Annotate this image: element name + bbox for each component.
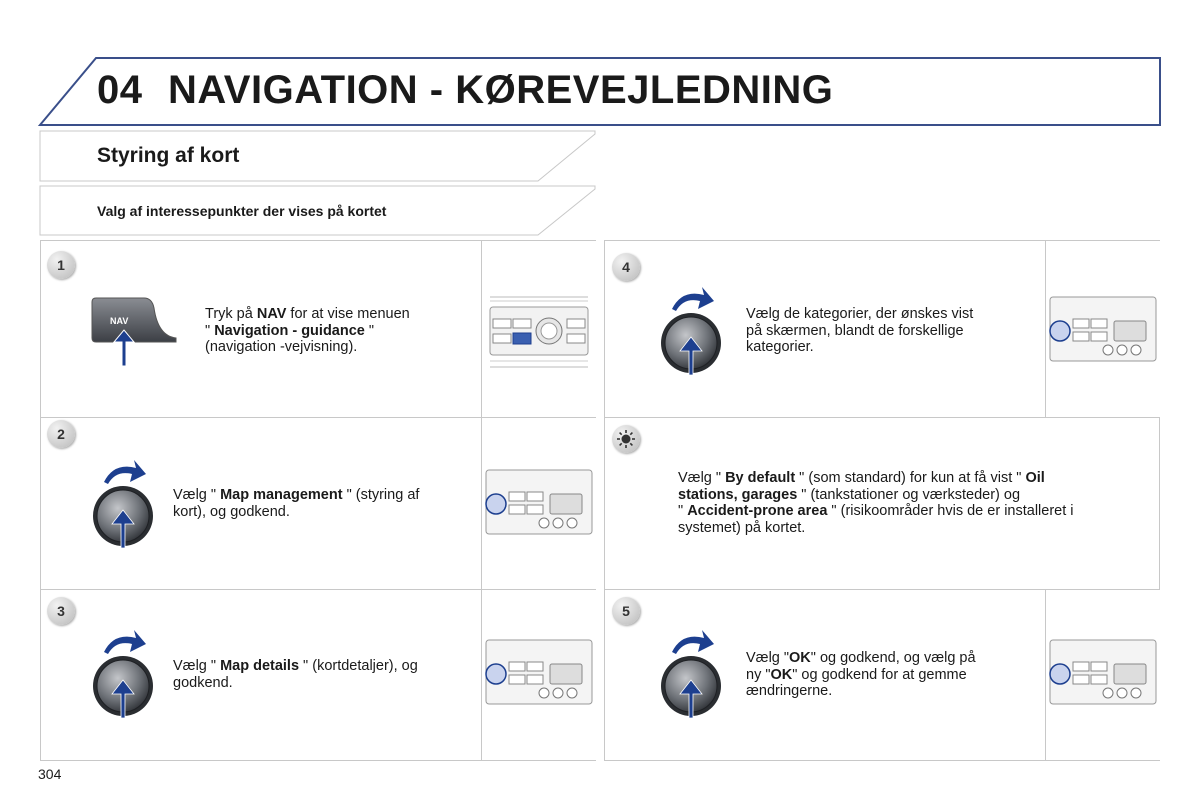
text-run: ændringerne. xyxy=(746,683,833,699)
text-run: " (risikoområder hvis de er installeret i xyxy=(827,503,1074,519)
text-run: på skærmen, blandt de forskellige xyxy=(746,322,964,339)
step-badge-3: 3 xyxy=(47,597,75,625)
text-run: " (som standard) for kun at få vist " xyxy=(795,470,1026,486)
radio-thumbnail xyxy=(1045,590,1160,760)
step-badge-1: 1 xyxy=(47,251,75,279)
text-run: " (tankstationer og værksteder) og xyxy=(797,486,1021,503)
text-run: ny " xyxy=(746,666,771,683)
bold-term: OK xyxy=(789,650,811,666)
step-badge-5: 5 xyxy=(612,597,640,625)
radio-unit-image xyxy=(482,590,597,760)
rotary-knob-icon xyxy=(88,456,158,552)
text-run: Vælg " xyxy=(746,650,790,666)
text-run: systemet) på kortet. xyxy=(678,519,806,536)
section-subtitle: Valg af interessepunkter der vises på kortet xyxy=(97,203,387,219)
text-run: " (kortdetaljer), og xyxy=(299,658,418,674)
text-run: godkend. xyxy=(173,674,233,691)
tip-text xyxy=(678,470,1123,536)
radio-unit-image xyxy=(1046,590,1161,760)
text-run: Vælg " xyxy=(678,470,726,486)
bold-term: NAV xyxy=(256,306,287,322)
radio-unit-image xyxy=(482,418,597,589)
radio-unit-image xyxy=(482,241,597,417)
step-text-2 xyxy=(173,487,463,520)
rotary-knob-icon xyxy=(656,283,726,379)
text-run: for at vise menuen xyxy=(286,306,410,322)
text-run: (navigation -vejvisning). xyxy=(205,339,358,355)
bold-term: Map details xyxy=(220,658,300,674)
radio-thumbnail xyxy=(481,418,596,589)
nav-button-icon xyxy=(88,296,180,368)
text-run: kort), og godkend. xyxy=(173,503,290,520)
text-run: " og godkend, og vælg på xyxy=(810,650,976,666)
text-run: Vælg " xyxy=(173,487,221,503)
step-text-1 xyxy=(205,306,465,356)
tip-sun-icon xyxy=(612,425,640,453)
rotary-knob-icon xyxy=(656,626,726,722)
step-badge-2: 2 xyxy=(47,420,75,448)
radio-thumbnail xyxy=(481,590,596,760)
step-badge-4: 4 xyxy=(612,253,640,281)
section-title: Styring af kort xyxy=(97,144,240,167)
nav-button-label: NAV xyxy=(110,316,129,326)
step-text-4 xyxy=(746,306,1036,356)
bold-term: Map management xyxy=(220,487,343,503)
text-run: " og godkend for at gemme xyxy=(792,666,967,683)
radio-unit-image xyxy=(1046,241,1161,417)
bold-term: OK xyxy=(770,666,793,683)
bold-term: Accident-prone area xyxy=(687,503,828,519)
bold-term: Oil xyxy=(1025,470,1045,486)
text-run: " (styring af xyxy=(342,487,420,503)
text-run: Vælg de kategorier, der ønskes vist xyxy=(746,306,974,322)
step-text-5 xyxy=(746,650,1036,700)
chapter-number: 04 xyxy=(97,68,143,112)
rotary-knob-icon xyxy=(88,626,158,722)
bold-term: stations, garages xyxy=(678,486,798,503)
text-run: " xyxy=(364,322,375,339)
bold-term: Navigation - guidance xyxy=(214,322,365,339)
bold-term: By default xyxy=(725,470,796,486)
radio-thumbnail xyxy=(481,241,596,417)
text-run: " xyxy=(678,503,688,519)
radio-thumbnail xyxy=(1045,241,1160,417)
text-run: Vælg " xyxy=(173,658,221,674)
page-number: 304 xyxy=(38,766,62,782)
text-run: kategorier. xyxy=(746,339,814,355)
step-text-3 xyxy=(173,658,463,691)
text-run: " xyxy=(205,322,215,339)
text-run: Tryk på xyxy=(205,306,257,322)
chapter-title: NAVIGATION - KØREVEJLEDNING xyxy=(168,68,834,112)
